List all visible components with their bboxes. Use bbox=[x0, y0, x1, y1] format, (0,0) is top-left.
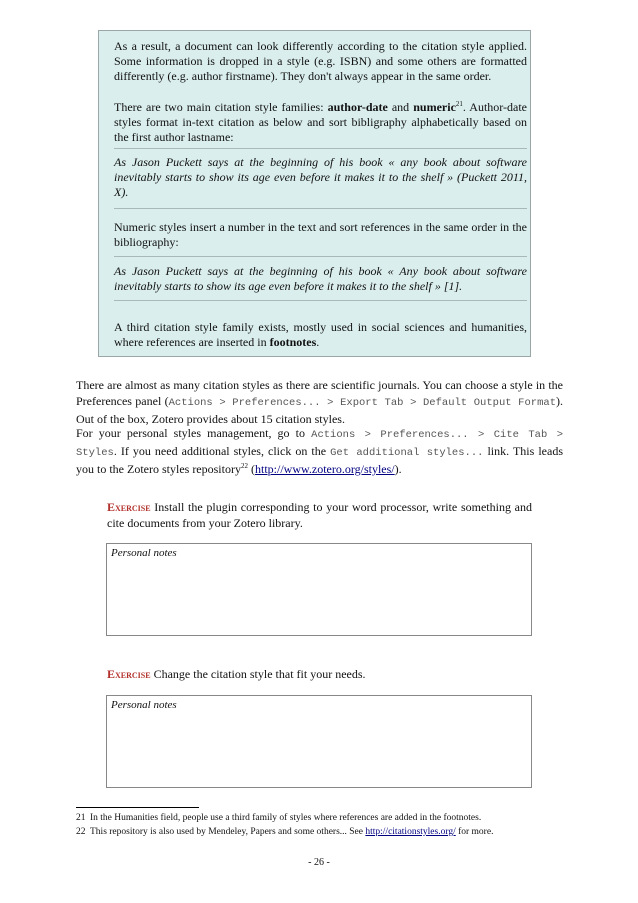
footnotes-term: footnotes bbox=[269, 335, 317, 350]
footnote-ref-22[interactable]: 22 bbox=[240, 462, 248, 470]
exercise-label: Exercise bbox=[107, 667, 151, 681]
get-additional-styles-link[interactable]: Get additional styles... bbox=[330, 447, 484, 459]
box-divider bbox=[114, 208, 527, 209]
exercise-label: Exercise bbox=[107, 500, 151, 514]
footnote-21: 21 In the Humanities field, people use a third family of styles where references are added in the footnotes. bbox=[76, 813, 482, 823]
footnote-separator bbox=[76, 807, 199, 808]
body-paragraph-2: For your personal styles management, go to Actions > Preferences... > Cite Tab > Styles. If you need additional styles, click on the Get additional styles... link. This leads you to the Zotero styles repository$^{22}$ (http://www.zotero.org/styles/). bbox=[76, 426, 563, 476]
personal-notes-box-2[interactable] bbox=[106, 695, 532, 788]
author-date-term: author-date bbox=[327, 100, 388, 114]
personal-notes-label: Personal notes bbox=[111, 699, 177, 711]
body-paragraph-1: There are almost as many citation styles as there are scientific journals. You can choose a style in the Preferences panel (Actions > Preferences... > Export Tab > Default Output Format). Out of the box, Zotero provides about 15 citation styles. bbox=[76, 378, 563, 426]
zotero-styles-link[interactable]: http://www.zotero.org/styles/ bbox=[254, 462, 395, 476]
menu-path-export: Actions > Preferences... > Export Tab > Default Output Format bbox=[168, 397, 556, 409]
menu-path-cite: Actions > Preferences... > Cite Tab > Styles bbox=[76, 429, 563, 459]
exercise-1: Exercise Install the plugin corresponding to your word processor, write something and cite documents from your Zotero library. bbox=[107, 500, 532, 530]
numeric-term: numeric bbox=[413, 100, 456, 114]
page-number: - 26 - bbox=[308, 857, 330, 868]
author-date-example: As Jason Puckett says at the beginning of his book « any book about software inevitably starts to show its age even before it makes it to the shelf » (Puckett 2011, X). bbox=[114, 155, 527, 200]
footnote-22: 22 This repository is also used by Mendeley, Papers and some others... See http://citationstyles.org/ for more. bbox=[76, 827, 494, 837]
box-divider bbox=[114, 148, 527, 149]
citation-info-box bbox=[98, 30, 531, 357]
personal-notes-box-1[interactable] bbox=[106, 543, 532, 636]
numeric-example: As Jason Puckett says at the beginning of his book « Any book about software inevitably starts to show its age even before it makes it to the shelf » [1]. bbox=[114, 264, 527, 294]
box-paragraph-1: As a result, a document can look differently according to the citation style applied. Some information is dropped in a style (e.g. ISBN) and some others are formatted differently (e.g. author firstname). They don't always appear in the same order. bbox=[114, 39, 527, 84]
footnote-ref-21[interactable]: 21 bbox=[455, 100, 463, 108]
exercise-2: Exercise Change the citation style that fit your needs. bbox=[107, 667, 366, 681]
box-divider bbox=[114, 300, 527, 301]
citationstyles-link[interactable]: http://citationstyles.org/ bbox=[365, 827, 456, 837]
box-paragraph-4: A third citation style family exists, mostly used in social sciences and humanities, where references are inserted in footnotes. bbox=[114, 320, 527, 350]
box-paragraph-2: There are two main citation style families: author-date and numeric$^{21}$. Author-date styles format in-text citation as below and sort bibligraphy alphabetically based on the first author lastname: bbox=[114, 100, 528, 145]
box-paragraph-3: Numeric styles insert a number in the text and sort references in the same order in the bibliography: bbox=[114, 220, 527, 250]
personal-notes-label: Personal notes bbox=[111, 547, 177, 559]
box-divider bbox=[114, 256, 527, 257]
